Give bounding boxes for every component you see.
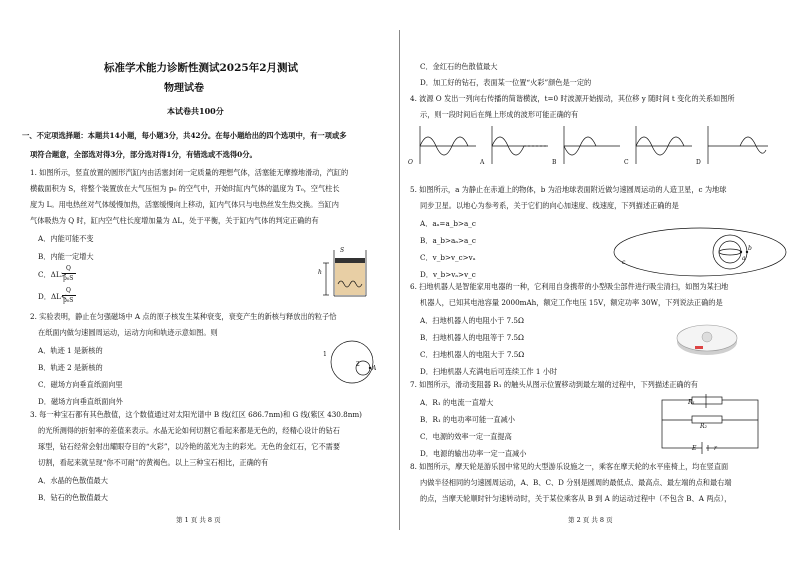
orbit-label-c: c	[622, 259, 626, 266]
q3-line4: 切割，看起来就呈现“你不可耐”的黄褐色。以上三种宝石相比，正确的有	[38, 458, 269, 467]
q6-option-a: A．扫地机器人的电阻小于 7.5Ω	[420, 316, 524, 325]
wave-label-o: O	[408, 159, 413, 166]
q3-line1: 3. 每一种宝石都有其色散值，这个数值通过对太阳光谱中 B 线(红区 686.7nm)和 G 线(紫区 430.8nm)	[30, 410, 362, 419]
fig-label-2: 2	[356, 361, 360, 368]
section1-line1: 一、不定项选择题：本题共14小题，每小题3分，共42分。在每小题给出的四个选项中，有一项或多	[22, 131, 347, 140]
q8-line1: 8. 如图所示，摩天轮是游乐园中常见的大型游乐设施之一，乘客在摩天轮的水平座椅上，均在竖直面	[410, 462, 729, 471]
q3-line3: 琢型，钻石经常会射出耀眼夺目的“火彩”，以冷艳的蓝光为主的彩光。无色的金红石，它不需要	[38, 442, 341, 451]
q5-option-b: B．a_b>aₐ>a_c	[420, 236, 476, 245]
exam-title: 标准学术能力诊断性测试2025年2月测试	[104, 62, 299, 74]
q5-option-d: D．v_b>vₐ>v_c	[420, 270, 476, 279]
orbit-label-a: a	[742, 255, 746, 262]
q1-line3: 度为 L。用电热丝对气体缓慢加热，活塞缓慢向上移动，缸内气体只与电热丝发生热交换。当缸内	[30, 200, 339, 209]
q8-line3: 的点，当摩天轮顺时针匀速转动时，关于某位乘客从 B 到 A 的运动过程中（不包含 B、A 两点），	[420, 494, 732, 503]
q7-line1: 7. 如图所示，滑动变阻器 R₁ 的触头从图示位置移动到最左端的过程中，下列描述正确的有	[410, 380, 698, 389]
page-2	[400, 0, 800, 562]
subject-title: 物理试卷	[164, 83, 204, 94]
page-footer: 第 1 页 共 8 页	[176, 516, 221, 524]
q2-option-d: D．磁场方向垂直纸面向外	[38, 397, 123, 406]
circuit-label-r1: R₁	[688, 399, 695, 406]
q2-option-b: B．轨迹 2 是新核的	[38, 363, 103, 372]
fig-label-1: 1	[323, 351, 327, 358]
q1-option-a: A．内能可能不变	[38, 234, 94, 243]
q1-option-c: C．ΔL>	[38, 270, 67, 279]
wave-label-a: A	[480, 159, 485, 166]
q2-option-a: A．轨迹 1 是新核的	[38, 346, 103, 355]
q4-line2: 示，则一段时间后在绳上形成的波形可能正确的有	[420, 110, 579, 119]
wave-figures	[414, 124, 784, 168]
orbit-label-b: b	[748, 245, 752, 252]
circuit-figure	[656, 394, 766, 454]
q5-line1: 5. 如图所示，a 为静止在赤道上的物体，b 为沿地球表面附近做匀速圆周运动的人造卫星，c 为地球	[410, 185, 727, 194]
circuit-label-r: r	[714, 445, 717, 452]
q1-line1: 1. 如图所示，竖直放置的圆形汽缸内由活塞封闭一定质量的理想气体，活塞能无摩擦地滑动，汽缸的	[30, 168, 349, 177]
wave-label-d: D	[696, 159, 701, 166]
q2-option-c: C．磁场方向垂直纸面向里	[38, 380, 123, 389]
q3-option-d: D．加工好的钻石，表面某一位置“火彩”颜色是一定的	[420, 78, 592, 87]
q7-option-a: A．R₁ 的电流一直增大	[420, 398, 494, 407]
q7-option-d: D．电源的输出功率一定一直减小	[420, 449, 527, 458]
q3-line2: 的光所测得的折射率的差值来表示。水晶无论如何切割它看起来都是无色的，经精心设计的钻石	[38, 426, 340, 435]
q6-option-d: D．扫地机器人充满电后可连续工作 1 小时	[420, 367, 558, 376]
page-footer: 第 2 页 共 8 页	[568, 516, 613, 524]
q3-option-c: C．金红石的色散值最大	[420, 62, 498, 71]
score-note: 本试卷共100分	[167, 106, 224, 116]
q1-c-numerator: Q	[66, 265, 71, 272]
section1-line2: 项符合题意，全部选对得3分，部分选对得1分，有错选或不选得0分。	[30, 150, 257, 159]
q1-option-d: D．ΔL<	[38, 292, 67, 301]
q1-option-b: B．内能一定增大	[38, 252, 94, 261]
track-figure	[330, 338, 380, 388]
q4-line1: 4. 波源 O 发出一列向右传播的简谐横波，t=0 时波源开始振动，其位移 y 随时间 t 变化的关系如图所	[410, 94, 735, 103]
q6-line1: 6. 扫地机器人是智能家用电器的一种，它利用自身携带的小型吸尘部件进行吸尘清扫，如图为某扫地	[410, 282, 729, 291]
q3-option-b: B．钻石的色散值最大	[38, 493, 108, 502]
q6-line2: 机器人，已知其电池容量 2000mAh，额定工作电压 15V，额定功率 30W，下列说法正确的是	[420, 298, 723, 307]
q1-d-numerator: Q	[66, 287, 71, 294]
q7-option-c: C．电源的效率一定一直提高	[420, 432, 512, 441]
q5-option-a: A．aₐ=a_b>a_c	[420, 219, 476, 228]
wave-label-c: C	[624, 159, 629, 166]
q5-option-c: C．v_b>v_c>vₐ	[420, 253, 476, 262]
fig-label-a: A	[372, 365, 377, 372]
q2-line1: 2. 实验表明，静止在匀强磁场中 A 点的原子核发生某种衰变，衰变产生的新核与释放出的粒子恰	[30, 312, 337, 321]
q1-c-denominator: p₀S	[63, 275, 74, 282]
q2-line2: 在纸面内做匀速圆周运动，运动方向和轨迹示意如图。则	[38, 328, 218, 337]
q3-option-a: A．水晶的色散值最大	[38, 476, 108, 485]
fig-label-s: S	[340, 247, 345, 254]
q7-option-b: B．R₁ 的电功率可能一直减小	[420, 415, 515, 424]
circuit-label-e: E	[692, 445, 697, 452]
q6-option-c: C．扫地机器人的电阻大于 7.5Ω	[420, 350, 525, 359]
orbit-figure	[610, 224, 790, 280]
fig-label-h: h	[318, 269, 322, 276]
robot-vacuum-figure	[675, 318, 739, 358]
q1-line2: 横截面积为 S，将整个装置放在大气压恒为 p₀ 的空气中，开始时缸内气体的温度为 T₀，空气柱长	[30, 184, 340, 193]
wave-label-b: B	[552, 159, 557, 166]
q8-line2: 内做半径相同的匀速圆周运动，A、B、C、D 分别是圆周的最低点、最高点、最左端的点和最右端	[420, 478, 732, 487]
q1-d-denominator: p₀S	[63, 297, 74, 304]
q1-line4: 气体吸热为 Q 时，缸内空气柱长度增加量为 ΔL，处于平衡，关于缸内气体的判定正确的有	[30, 216, 319, 225]
circuit-label-r2: R₂	[700, 423, 707, 430]
q6-option-b: B．扫地机器人的电阻等于 7.5Ω	[420, 333, 525, 342]
q5-line2: 同步卫星。以地心为参考系，关于它们的向心加速度、线速度，下列描述正确的是	[420, 201, 679, 210]
